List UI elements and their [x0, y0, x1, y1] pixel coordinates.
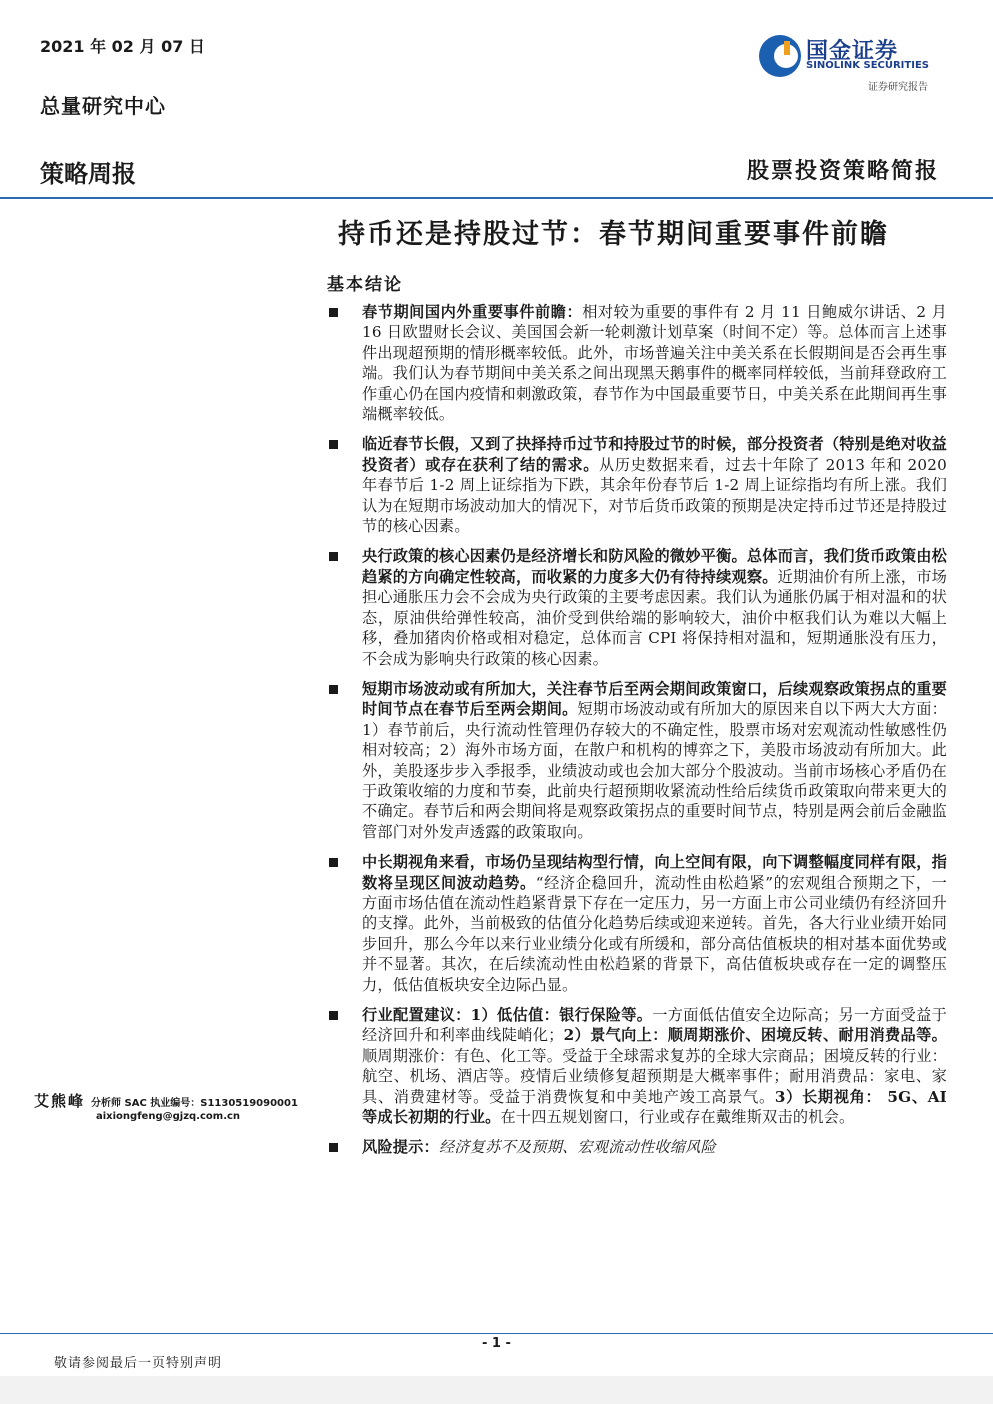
list-item — [327, 434, 947, 536]
list-item — [327, 546, 947, 668]
list-item — [327, 1005, 947, 1127]
bullet-square-icon — [329, 858, 338, 867]
bullet-text-2: 顺周期涨价：有色、化工等。受益于全球需求复苏的全球大宗商品；困境反转的行业：航空、机场、酒店等。疫情后业绩修复超预期是大概率事件；耐用消费品：家电、家具、消费建材等。受益于消费恢复和中美地产竣工高景气。 — [362, 1046, 947, 1106]
bullet-square-icon — [329, 685, 338, 694]
bullet-square-icon — [329, 1011, 338, 1020]
bullet-lead: 央行政策的核心因素仍是经济增长和防风险的微妙平衡。总体而言，我们货币政策由松趋紧的方向确定性较高，而收紧的力度多大仍有待持续观察。 — [362, 547, 947, 586]
bullet-square-icon — [329, 1143, 338, 1152]
research-center: 总量研究中心 — [40, 94, 166, 118]
report-date: 2021 年 02 月 07 日 — [40, 37, 205, 56]
logo-text-en: SINOLINK SECURITIES — [806, 60, 929, 71]
bullet-square-icon — [329, 308, 338, 317]
bullet-lead: 中长期视角来看，市场仍呈现结构型行情，向上空间有限，向下调整幅度同样有限，指数将呈现区间波动趋势。 — [362, 853, 947, 892]
section-heading: 基本结论 — [327, 275, 403, 295]
bullet-text: 近期油价有所上涨，市场担心通胀压力会不会成为央行政策的主要考虑因素。我们认为通胀仍属于相对温和的状态，原油供给弹性较高，油价受到供给端的影响较大，油价中枢我们认为难以大幅上移，叠加猪肉价格或相对稳定，总体而言 CPI 将保持相对温和，短期通胀没有压力，不会成为影响央行政策的核心因素。 — [362, 567, 947, 668]
bullet-lead-2: 2）景气向上：顺周期涨价、困境反转、耐用消费品等。 — [563, 1026, 947, 1045]
bullet-square-icon — [329, 552, 338, 561]
bullet-text: “经济企稳回升，流动性由松趋紧”的宏观组合预期之下，一方面市场估值在流动性趋紧背景下存在一定压力，另一方面上市公司业绩仍有经济回升的支撑。此外，当前极致的估值分化趋势后续或迎来逆转。首先，各大行业业绩开始同步回升，那么今年以来行业业绩分化或有所缓和，部分高估值板块的相对基本面优势或并不显著。其次，在后续流动性由松趋紧的背景下，高估值板块或存在一定的调整压力，低估值板块安全边际凸显。 — [362, 873, 947, 994]
logo-text-cn: 国金证券 — [806, 39, 899, 64]
list-item — [327, 302, 947, 424]
list-item — [327, 1137, 947, 1157]
risk-text: 经济复苏不及预期、宏观流动性收缩风险 — [438, 1138, 716, 1157]
report-title: 持币还是持股过节：春节期间重要事件前瞻 — [338, 219, 889, 250]
report-category: 股票投资策略简报 — [746, 158, 939, 184]
logo-subtitle: 证券研究报告 — [868, 82, 928, 93]
footer-bar — [0, 1376, 993, 1404]
disclaimer-text: 敬请参阅最后一页特别声明 — [54, 1356, 223, 1371]
bullet-text: 从历史数据来看，过去十年除了 2013 年和 2020 年春节后 1-2 周上证综指为下跌，其余年份春节后 1-2 周上证综指均有所上涨。我们认为在短期市场波动加大的情况下，对节后货币政策的预期是决定持币过节还是持股过节的核心因素。 — [362, 455, 948, 536]
list-item — [327, 852, 947, 995]
bullet-text: 短期市场波动或有所加大的原因来自以下两大大方面：1）春节前后，央行流动性管理仍存较大的不确定性，股票市场对宏观流动性敏感性仍相对较高；2）海外市场方面，在散户和机构的博弈之下，美股市场波动有所加大。此外，美股逐步步入季报季，业绩波动或也会加大部分个股波动。当前市场核心矛盾仍在于政策收缩的力度和节奏，此前央行超预期收紧流动性给后续货币政策取向带来更大的不确定。春节后和两会期间将是观察政策拐点的重要时间节点，特别是两会前后金融监管部门对外发声透露的政策取向。 — [362, 700, 947, 841]
analyst-email: aixiongfeng@gjzq.com.cn — [96, 1111, 241, 1122]
bullet-text: 一方面低估值安全边际高；另一方面受益于经济回升和利率曲线陡峭化； — [362, 1006, 947, 1045]
analyst-role: 分析师 SAC 执业编号：S1130519090001 — [91, 1098, 298, 1109]
bullet-lead: 风险提示： — [362, 1138, 439, 1157]
bullet-square-icon — [329, 440, 338, 449]
bullet-lead: 行业配置建议：1）低估值：银行保险等。 — [362, 1006, 653, 1024]
header-divider — [0, 197, 993, 199]
bullet-lead: 春节期间国内外重要事件前瞻： — [362, 303, 583, 321]
bullet-lead: 短期市场波动或有所加大，关注春节后至两会期间政策窗口，后续观察政策拐点的重要时间节点在春节后至两会期间。 — [362, 679, 947, 719]
bullet-text: 相对较为重要的事件有 2 月 11 日鲍威尔讲话、2 月 16 日欧盟财长会议、美国国会新一轮刺激计划草案（时间不定）等。总体而言上述事件出现超预期的情形概率较低。此外，市场普遍关注中美关系在长假期间是否会再生事端。我们认为春节期间中美关系之间出现黑天鹅事件的概率同样较低，当前拜登政府工作重心仍在国内疫情和刺激政策，春节作为中国最重要节日，中美关系在此期间再生事端概率较低。 — [362, 303, 947, 424]
footer-divider — [0, 1333, 993, 1334]
list-item — [327, 679, 947, 842]
sinolink-logo-icon — [756, 32, 804, 80]
bullet-lead-3: 3）长期视角： 5G、AI 等成长初期的行业。 — [362, 1087, 947, 1127]
page-number: - 1 - — [482, 1336, 511, 1351]
conclusion-list — [327, 302, 947, 1168]
bullet-lead: 临近春节长假，又到了抉择持币过节和持股过节的时候，部分投资者（特别是绝对收益投资者）或存在获利了结的需求。 — [362, 435, 947, 474]
analyst-name: 艾熊峰 — [34, 1092, 86, 1110]
bullet-text-3: 在十四五规划窗口，行业或存在戴维斯双击的机会。 — [500, 1108, 855, 1127]
report-type: 策略周报 — [40, 160, 136, 188]
analyst-info — [34, 1090, 298, 1111]
